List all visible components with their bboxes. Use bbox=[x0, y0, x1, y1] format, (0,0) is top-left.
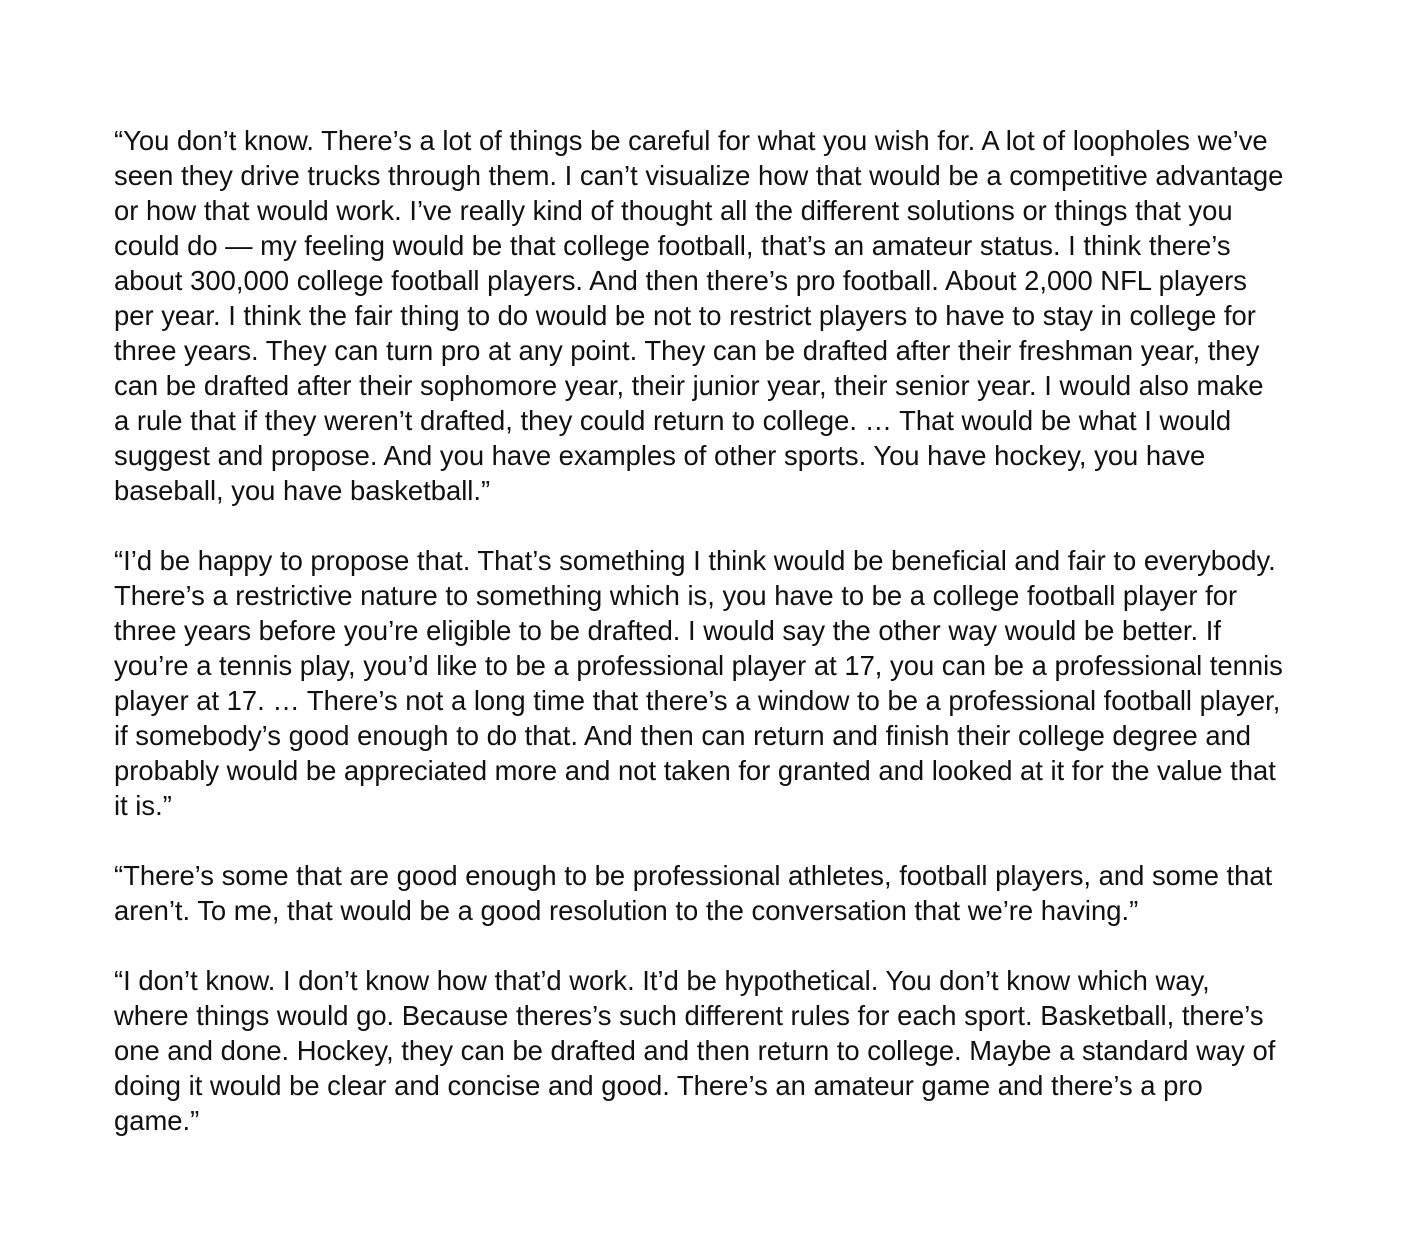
quote-paragraph-4: “I don’t know. I don’t know how that’d work. It’d be hypothetical. You don’t know which way, where things would go. Because theres’s such different rules for each sport. Basketball, there’s one and done. Hockey, they can be drafted and then return to college. Maybe a standard way of doing it would be clear and concise and good. There’s an amateur game and there’s a pro game.” bbox=[114, 965, 1276, 1136]
quote-paragraph-1: “You don’t know. There’s a lot of things be careful for what you wish for. A lot of loopholes we’ve seen they drive trucks through them. I can’t visualize how that would be a competitive advantage or how that would work. I’ve really kind of thought all the different solutions or things that you could do — my feeling would be that college football, that’s an amateur status. I think there’s about 300,000 college football players. And then there’s pro football. About 2,000 NFL players per year. I think the fair thing to do would be not to restrict players to have to stay in college for three years. They can turn pro at any point. They can be drafted after their freshman year, they can be drafted after their sophomore year, their junior year, their senior year. I would also make a rule that if they weren’t drafted, they could return to college. … That would be what I would suggest and propose. And you have examples of other sports. You have hockey, you have baseball, you have basketball.” bbox=[114, 125, 1284, 506]
quote-document bbox=[114, 123, 1286, 1138]
quote-paragraph-3: “There’s some that are good enough to be professional athletes, football players, and some that aren’t. To me, that would be a good resolution to the conversation that we’re having.” bbox=[114, 860, 1273, 926]
quote-paragraph-2: “I’d be happy to propose that. That’s something I think would be beneficial and fair to everybody. There’s a restrictive nature to something which is, you have to be a college football player for three years before you’re eligible to be drafted. I would say the other way would be better. If you’re a tennis play, you’d like to be a professional player at 17, you can be a professional tennis player at 17. … There’s not a long time that there’s a window to be a professional football player, if somebody’s good enough to do that. And then can return and finish their college degree and probably would be appreciated more and not taken for granted and looked at it for the value that it is.” bbox=[114, 545, 1283, 821]
